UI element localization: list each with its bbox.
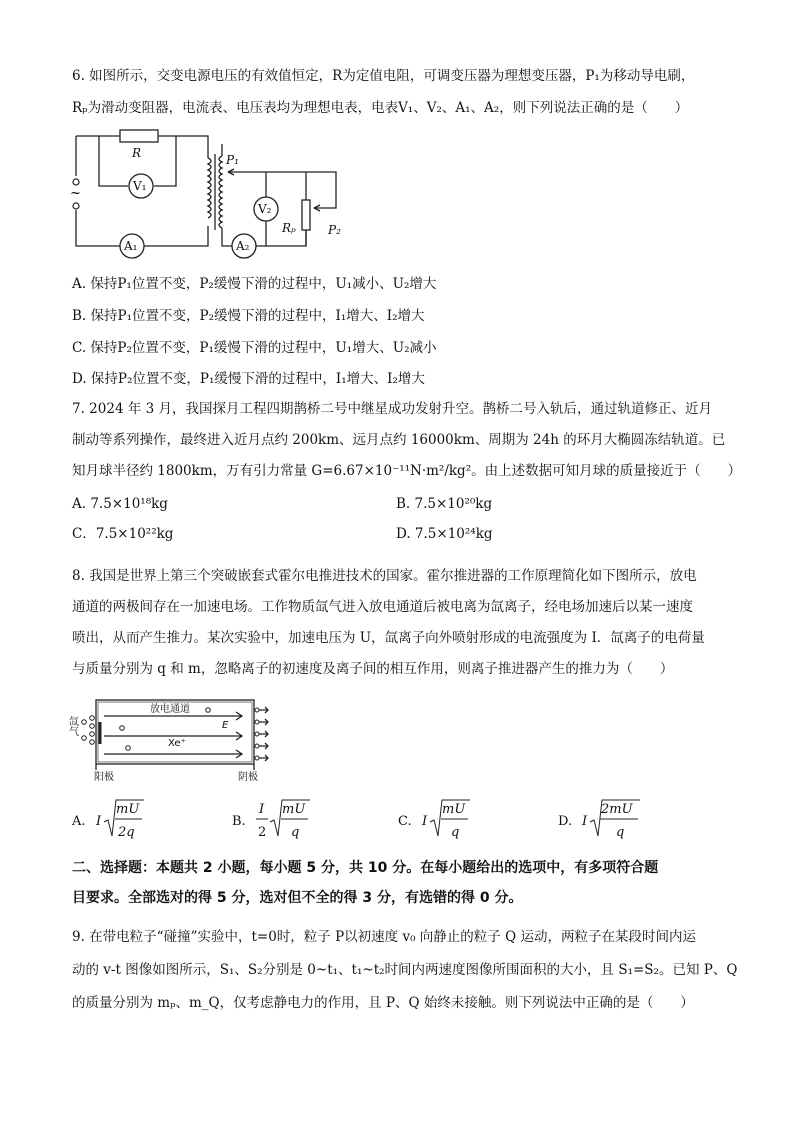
svg-text:2: 2 [258,825,267,840]
q6-option-d[interactable]: D. 保持P₂位置不变，P₁缓慢下滑的过程中，I₁增大、I₂增大 [72,371,425,387]
label-P2: P₂ [328,223,341,237]
label-cathode: 阴极 [238,772,258,783]
q7-stem-line3: 知月球半径约 1800km，万有引力常量 G=6.67×10⁻¹¹N·m²/kg²。由上述数据可知月球的质量接近于（ ） [72,463,742,479]
section2-heading-line1: 二、选择题：本题共 2 小题，每小题 5 分，共 10 分。在每小题给出的选项中，有多项符合题 [72,860,659,876]
rheostat-Rp [302,200,310,230]
q7-stem-line2: 制动等系列操作，最终进入近月点约 200km、远月点约 16000km、周期为 24h 的环月大椭圆冻结轨道。已 [72,432,726,448]
svg-text:q: q [291,825,300,840]
q8-stem-line4: 与质量分别为 q 和 m，忽略离子的初速度及离子间的相互作用，则离子推进器产生的推力为（ ） [72,661,674,677]
label-A2: A₂ [236,239,250,253]
q6-stem-line2: Rₚ为滑动变阻器，电流表、电压表均为理想电表，电表V₁、V₂、A₁、A₂，则下列说法正确的是（ ） [72,100,689,116]
label-V2: V₂ [258,202,272,216]
q8-thruster-figure [66,692,280,784]
svg-text:I: I [422,814,428,829]
q7-option-a[interactable]: A. 7.5×10¹⁸kg [72,496,168,512]
svg-text:D.: D. [558,814,573,829]
q6-circuit-figure [64,126,364,261]
svg-text:I: I [582,814,588,829]
q7-option-b[interactable]: B. 7.5×10²⁰kg [396,496,493,512]
svg-text:mU: mU [282,802,306,817]
label-anode: 阳极 [94,772,114,783]
label-A1: A₁ [124,239,138,253]
label-channel: 放电通道 [150,704,190,715]
svg-text:A.: A. [72,814,86,829]
q6-stem-line1: 6. 如图所示，交变电源电压的有效值恒定，R为定值电阻，可调变压器为理想变压器，P₁为移动导电刷， [72,68,695,84]
svg-text:2mU: 2mU [601,802,633,817]
label-R: R [132,146,142,160]
svg-text:q: q [451,825,460,840]
q6-option-a[interactable]: A. 保持P₁位置不变，P₂缓慢下滑的过程中，U₁减小、U₂增大 [72,276,437,292]
q6-option-b[interactable]: B. 保持P₁位置不变，P₂缓慢下滑的过程中，I₁增大、I₂增大 [72,308,425,324]
label-P1: P₁ [226,153,239,167]
svg-text:mU: mU [442,802,466,817]
svg-text:I: I [96,814,102,829]
svg-text:I: I [259,802,265,817]
q8-stem-line3: 喷出，从而产生推力。某次实验中，加速电压为 U，氙离子向外喷射形成的电流强度为 I．氙离子的电荷量 [72,630,705,646]
label-xenon-gas: 氙气 [66,716,78,736]
svg-text:mU: mU [116,802,140,817]
q8-stem-line1: 8. 我国是世界上第三个突破嵌套式霍尔电推进技术的国家。霍尔推进器的工作原理简化如下图所示，放电 [72,568,697,584]
q8-option-b[interactable] [230,796,330,842]
resistor-R [120,130,158,142]
q7-stem-line1: 7. 2024 年 3 月，我国探月工程四期鹊桥二号中继星成功发射升空。鹊桥二号入轨后，通过轨道修正、近月 [72,401,712,417]
svg-text:C.: C. [398,814,412,829]
q8-option-c[interactable] [396,796,486,842]
svg-text:B.: B. [232,814,246,829]
section2-heading-line2: 目要求。全部选对的得 5 分，选对但不全的得 3 分，有选错的得 0 分。 [72,890,523,906]
svg-text:q: q [616,825,625,840]
label-E: E [222,720,229,731]
svg-text:2q: 2q [118,825,135,840]
label-Rp: Rₚ [282,221,296,235]
q8-stem-line2: 通道的两极间存在一加速电场。工作物质氙气进入放电通道后被电离为氙离子，经电场加速后以某一速度 [72,599,693,615]
q6-option-c[interactable]: C. 保持P₂位置不变，P₁缓慢下滑的过程中，U₁增大、U₂减小 [72,340,437,356]
q9-stem-line1: 9. 在带电粒子“碰撞”实验中，t=0时，粒子 P以初速度 v₀ 向静止的粒子 Q 运动，两粒子在某段时间内运 [72,929,696,945]
q7-option-d[interactable]: D. 7.5×10²⁴kg [396,526,493,542]
q9-stem-line3: 的质量分别为 mₚ、m_Q，仅考虑静电力的作用，且 P、Q 始终未接触。则下列说法中正确的是（ ） [72,995,694,1011]
q7-option-c[interactable]: C．7.5×10²²kg [72,526,174,542]
q9-stem-line2: 动的 v-t 图像如图所示，S₁、S₂分别是 0~t₁、t₁~t₂时间内两速度图像所围面积的大小，且 S₁=S₂。已知 P、Q [72,962,738,978]
label-V1: V₁ [133,179,147,193]
q8-option-a[interactable] [70,796,160,842]
q8-option-d[interactable] [556,796,656,842]
label-xe-ion: Xe⁺ [168,738,186,749]
source-symbol: ~ [70,186,81,201]
